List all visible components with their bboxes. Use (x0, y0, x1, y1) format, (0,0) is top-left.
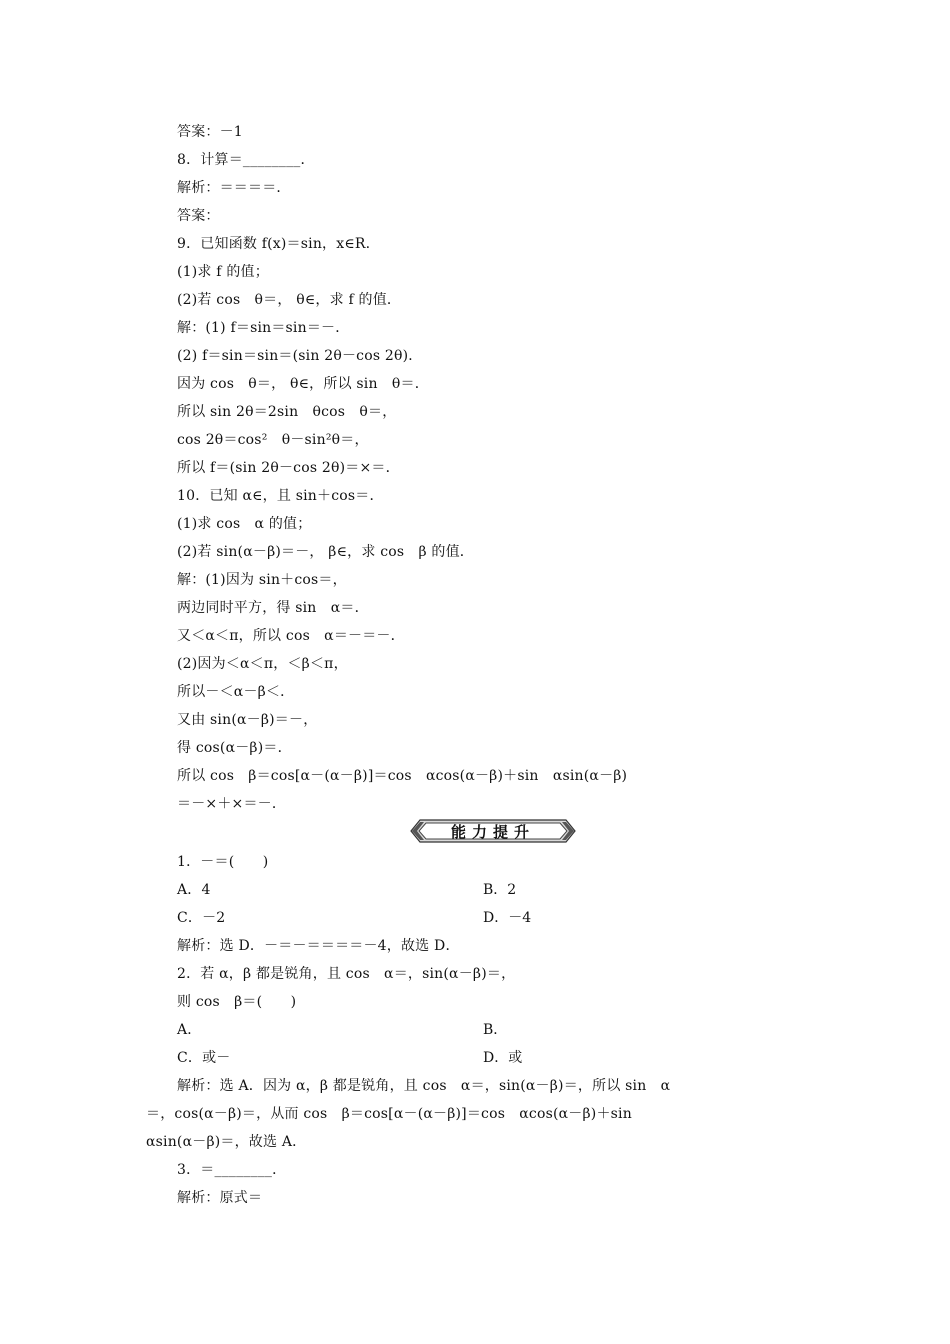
solution-10-line3: 又＜α＜π，所以 cos α＝－＝－． (177, 628, 405, 644)
solution-9-line2: (2) f＝sin＝sin＝(sin 2θ－cos 2θ)． (177, 348, 423, 364)
solution-10-line1: 解：(1)因为 sin＋cos＝， (177, 572, 347, 588)
solution-10-line5: 所以－＜α－β＜． (177, 684, 295, 700)
question-9: 9．已知函数 f(x)＝sin，x∈R. (177, 236, 371, 252)
section-title: 能力提升 (450, 822, 535, 841)
question-8: 8．计算＝________． (177, 152, 315, 168)
solution-10-line2: 两边同时平方，得 sin α＝． (177, 600, 369, 616)
question-10-part2: (2)若 sin(α－β)＝－， β∈，求 cos β 的值． (177, 544, 474, 560)
question-9-part1: (1)求 f 的值； (177, 264, 269, 280)
q2-analysis-line1: 解析：选 A．因为 α，β 都是锐角，且 cos α＝，sin(α－β)＝，所以 sin α (177, 1078, 671, 1094)
q1-analysis: 解析：选 D．－＝－＝＝＝＝－4，故选 D． (177, 938, 460, 954)
q2-analysis-line2: ＝，cos(α－β)＝，从而 cos β＝cos[α－(α－β)]＝cos αcos(α－β)＋sin (146, 1106, 632, 1122)
q2-option-c: C．或－ (177, 1050, 231, 1066)
answer-8: 答案： (177, 208, 220, 224)
solution-9-line4: 所以 sin 2θ＝2sin θcos θ＝， (177, 404, 397, 420)
q3-analysis: 解析：原式＝ (177, 1190, 263, 1206)
solution-9-line6: 所以 f＝(sin 2θ－cos 2θ)＝×＝． (177, 460, 400, 476)
solution-9-line1: 解：(1) f＝sin＝sin＝－． (177, 320, 350, 336)
answer-7: 答案：－1 (177, 124, 243, 140)
question-10-part1: (1)求 cos α 的值； (177, 516, 312, 532)
solution-10-line4: (2)因为＜α＜π，＜β＜π， (177, 656, 348, 672)
analysis-8: 解析：＝＝＝＝． (177, 180, 291, 196)
question-3: 3．＝________． (177, 1162, 287, 1178)
q1-option-b: B．2 (483, 882, 517, 898)
q2-analysis-line3: αsin(α－β)＝，故选 A． (146, 1134, 307, 1150)
q2-option-b: B． (483, 1022, 508, 1038)
question-2-line1: 2．若 α，β 都是锐角，且 cos α＝，sin(α－β)＝， (177, 966, 516, 982)
q1-option-c: C．－2 (177, 910, 226, 926)
section-banner (410, 818, 576, 844)
solution-9-line5: cos 2θ＝cos² θ－sin²θ＝， (177, 432, 369, 448)
q1-option-d: D．－4 (483, 910, 532, 926)
solution-10-line9: ＝－×＋×＝－． (177, 796, 287, 812)
question-9-part2: (2)若 cos θ＝， θ∈，求 f 的值． (177, 292, 402, 308)
q2-option-a: A． (177, 1022, 202, 1038)
q1-option-a: A．4 (177, 882, 211, 898)
question-10: 10．已知 α∈，且 sin＋cos＝． (177, 488, 384, 504)
solution-10-line6: 又由 sin(α－β)＝－， (177, 712, 318, 728)
solution-10-line8: 所以 cos β＝cos[α－(α－β)]＝cos αcos(α－β)＋sin αsin(α－β) (177, 768, 628, 784)
question-1: 1．－＝( ) (177, 854, 269, 870)
solution-9-line3: 因为 cos θ＝， θ∈，所以 sin θ＝． (177, 376, 429, 392)
solution-10-line7: 得 cos(α－β)＝． (177, 740, 292, 756)
question-2-line2: 则 cos β＝( ) (177, 994, 297, 1010)
q2-option-d: D．或 (483, 1050, 523, 1066)
